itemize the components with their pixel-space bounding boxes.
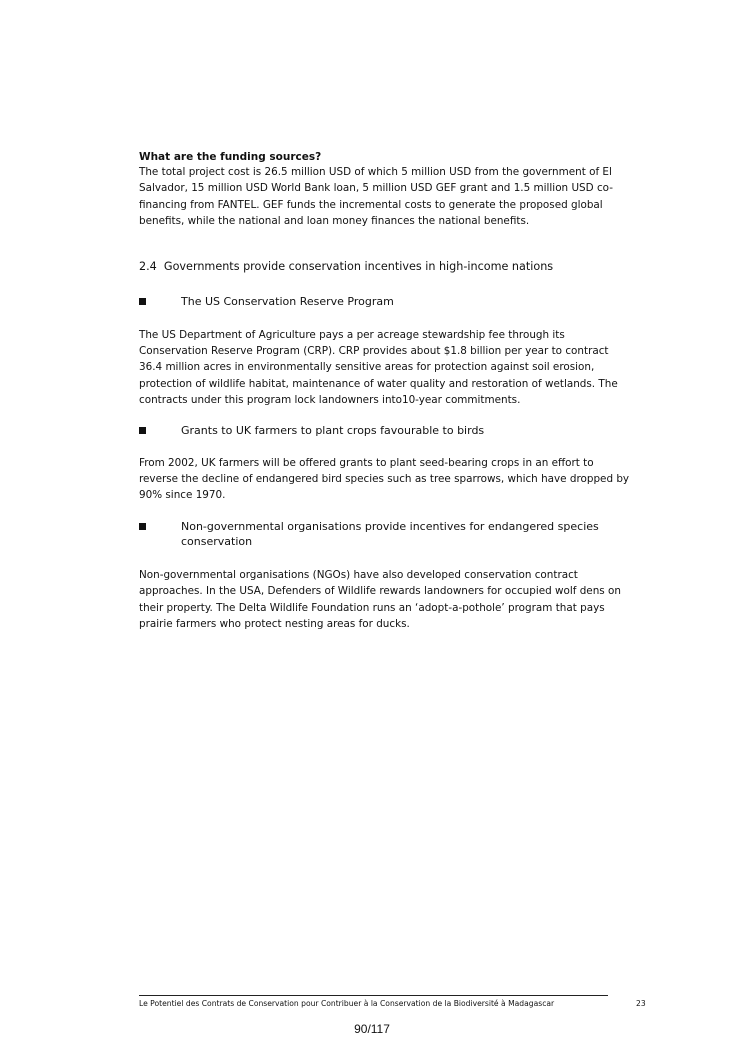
- ngo-paragraph: Non-governmental organisations (NGOs) have also developed conservation contract approaches. In the USA, Defenders of Wildlife rewards landowners for occupied wolf dens on their property. The Delta Wildlife Foundation runs an ‘adopt-a-pothole’ program that pays prairie farmers who protect nesting areas for ducks.: [139, 568, 621, 631]
- bullet-item-uk-grants: [139, 423, 631, 438]
- section-number: 2.4: [139, 259, 157, 273]
- section-title: Governments provide conservation incentives in high-income nations: [163, 259, 554, 273]
- crp-paragraph: The US Department of Agriculture pays a per acreage stewardship fee through its Conservation Reserve Program (CRP). CRP provides about $1.8 billion per year to contract 36.4 million acres in environmentally sensitive areas for protection against soil erosion, protection of wildlife habitat, maintenance of water quality and restoration of wetlands. The contracts under this program lock landowners into10-year commitments.: [139, 328, 618, 407]
- square-bullet-icon: [139, 427, 146, 434]
- bullet-item-crp: [139, 294, 631, 309]
- section-heading: [139, 259, 631, 274]
- square-bullet-icon: [139, 298, 146, 305]
- bullet-label: Non-governmental organisations provide incentives for endangered species conservation: [181, 519, 599, 548]
- funding-heading: What are the funding sources?: [139, 151, 322, 163]
- funding-paragraph: The total project cost is 26.5 million USD of which 5 million USD from the government of El Salvador, 15 million USD World Bank loan, 5 million USD GEF grant and 1.5 million USD co-financing from FANTEL. GEF funds the incremental costs to generate the proposed global benefits, while the national and loan money finances the national benefits.: [139, 166, 613, 228]
- footer-page-number: 23: [636, 999, 646, 1008]
- footer-divider: [139, 995, 608, 996]
- bullet-label: The US Conservation Reserve Program: [181, 294, 394, 308]
- bullet-item-ngo: [139, 519, 631, 549]
- document-page-body: [139, 150, 631, 633]
- footer-text: Le Potentiel des Contrats de Conservation pour Contribuer à la Conservation de la Biodiversité à Madagascar: [139, 999, 555, 1008]
- bullet-label: Grants to UK farmers to plant crops favourable to birds: [181, 423, 485, 437]
- square-bullet-icon: [139, 523, 146, 530]
- uk-grants-paragraph: From 2002, UK farmers will be offered grants to plant seed-bearing crops in an effort to reverse the decline of endangered bird species such as tree sparrows, which have dropped by 90% since 1970.: [139, 456, 630, 502]
- page-counter: 90/117: [354, 1022, 390, 1036]
